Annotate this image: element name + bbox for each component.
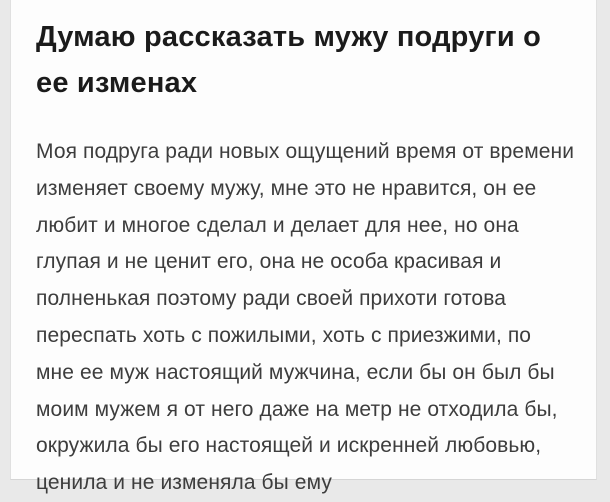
post-card — [10, 0, 597, 495]
post-body: Моя подруга ради новых ощущений время от времени изменяет своему мужу, мне это не нравится, он ее любит и многое сделал и делает для нее, но она глупая и не ценит его, она не особа красивая и полненькая поэтому ради своей прихоти готова переспать хоть с пожилыми, хоть с приезжими, по мне ее муж настоящий мужчина, если бы он был бы моим мужем я от него даже на метр не отходила бы, окружила бы его настоящей и искренней любовью, ценила и не изменяла бы ему — [36, 140, 575, 495]
post-title: Думаю рассказать мужу подруги о ее изменах — [36, 21, 542, 99]
